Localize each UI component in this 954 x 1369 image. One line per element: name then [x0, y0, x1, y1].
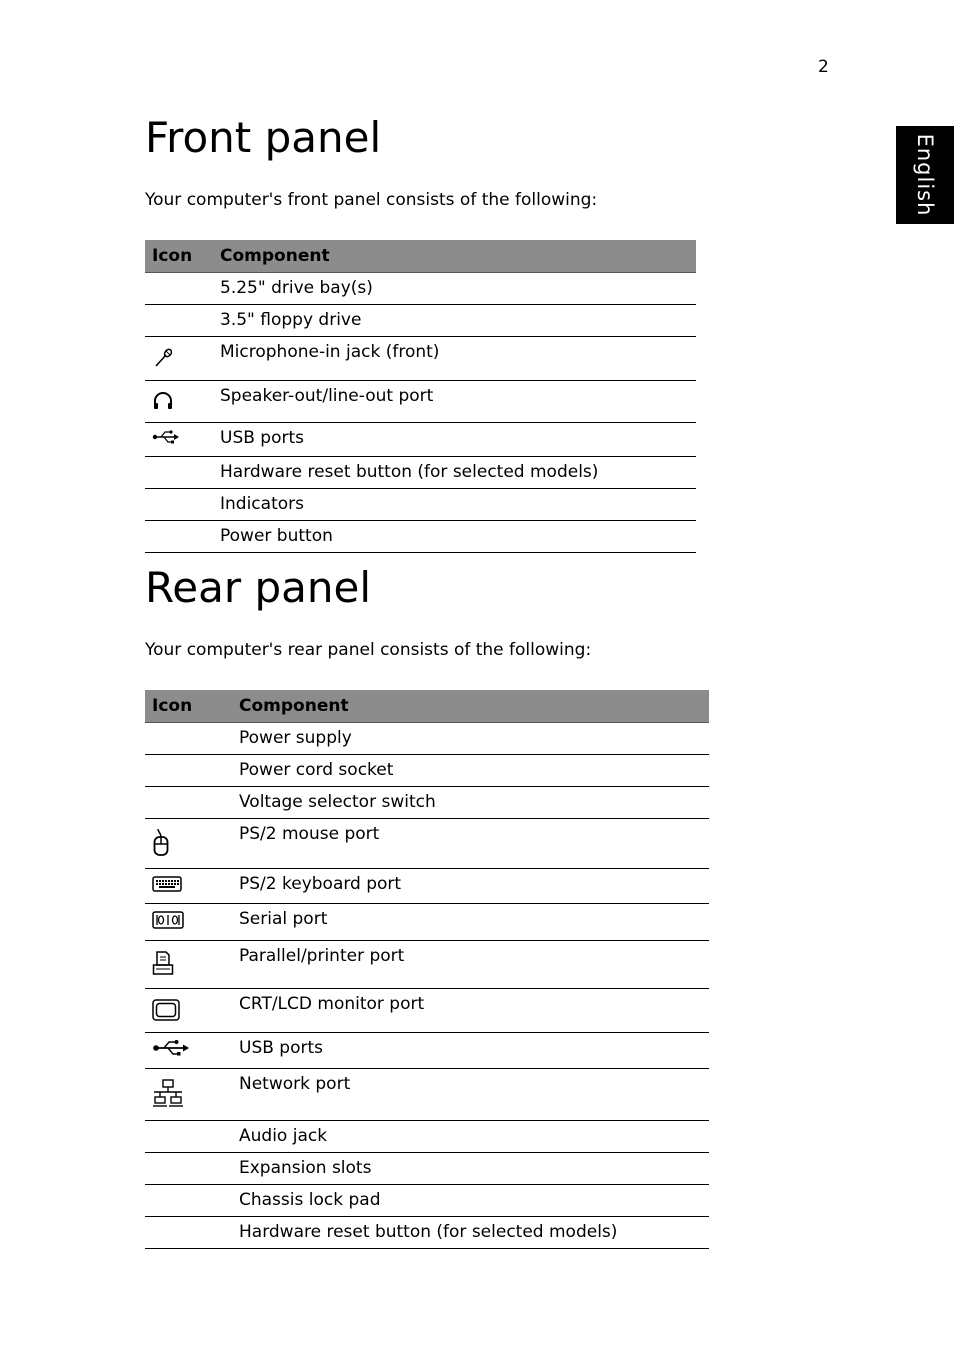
table-row [145, 273, 696, 305]
component-column-header: Component [220, 240, 696, 273]
table-row [145, 305, 696, 337]
table-row [145, 457, 696, 489]
component-label: Speaker-out/line-out port [220, 381, 696, 423]
component-label: PS/2 mouse port [239, 819, 709, 869]
component-label: Power cord socket [239, 755, 709, 787]
table-row [145, 521, 696, 553]
table-header-row [145, 240, 696, 273]
component-label: 3.5" floppy drive [220, 305, 696, 337]
component-label: Hardware reset button (for selected models) [239, 1217, 709, 1249]
component-column-header: Component [239, 690, 709, 723]
microphone-icon [152, 347, 174, 369]
component-label: 5.25" drive bay(s) [220, 273, 696, 305]
language-tab-label: English [913, 133, 937, 217]
table-row [145, 1121, 709, 1153]
usb-icon [152, 1039, 190, 1057]
component-label: Serial port [239, 904, 709, 941]
usb-icon [152, 429, 180, 445]
component-label: USB ports [239, 1033, 709, 1069]
component-label: Indicators [220, 489, 696, 521]
monitor-icon [152, 999, 180, 1021]
network-icon [152, 1079, 184, 1109]
table-row [145, 489, 696, 521]
table-row [145, 869, 709, 904]
table-header-row [145, 690, 709, 723]
table-row [145, 381, 696, 423]
component-label: USB ports [220, 423, 696, 457]
keyboard-icon [152, 876, 182, 892]
component-label: Chassis lock pad [239, 1185, 709, 1217]
component-label: Voltage selector switch [239, 787, 709, 819]
icon-column-header: Icon [145, 240, 220, 273]
component-label: Power button [220, 521, 696, 553]
table-row [145, 1185, 709, 1217]
mouse-icon [152, 829, 170, 857]
component-label: CRT/LCD monitor port [239, 989, 709, 1033]
language-tab [896, 126, 954, 224]
component-label: Hardware reset button (for selected models) [220, 457, 696, 489]
front-panel-intro: Your computer's front panel consists of the following: [145, 190, 598, 210]
component-label: Power supply [239, 723, 709, 755]
page-number: 2 [818, 57, 829, 77]
rear-panel-table [145, 690, 709, 1249]
printer-icon [152, 951, 174, 977]
front-panel-title: Front panel [145, 113, 382, 162]
rear-panel-intro: Your computer's rear panel consists of the following: [145, 640, 592, 660]
serial-port-icon [152, 911, 184, 929]
component-label: PS/2 keyboard port [239, 869, 709, 904]
rear-panel-title: Rear panel [145, 563, 372, 612]
table-row [145, 423, 696, 457]
table-row [145, 819, 709, 869]
component-label: Expansion slots [239, 1153, 709, 1185]
component-label: Audio jack [239, 1121, 709, 1153]
table-row [145, 755, 709, 787]
table-row [145, 1033, 709, 1069]
table-row [145, 337, 696, 381]
table-row [145, 1217, 709, 1249]
table-row [145, 723, 709, 755]
component-label: Network port [239, 1069, 709, 1121]
front-panel-table [145, 240, 696, 553]
table-row [145, 1069, 709, 1121]
component-label: Microphone-in jack (front) [220, 337, 696, 381]
icon-column-header: Icon [145, 690, 239, 723]
table-row [145, 989, 709, 1033]
table-row [145, 787, 709, 819]
table-row [145, 941, 709, 989]
table-row [145, 1153, 709, 1185]
headphones-icon [152, 391, 174, 411]
table-row [145, 904, 709, 941]
component-label: Parallel/printer port [239, 941, 709, 989]
